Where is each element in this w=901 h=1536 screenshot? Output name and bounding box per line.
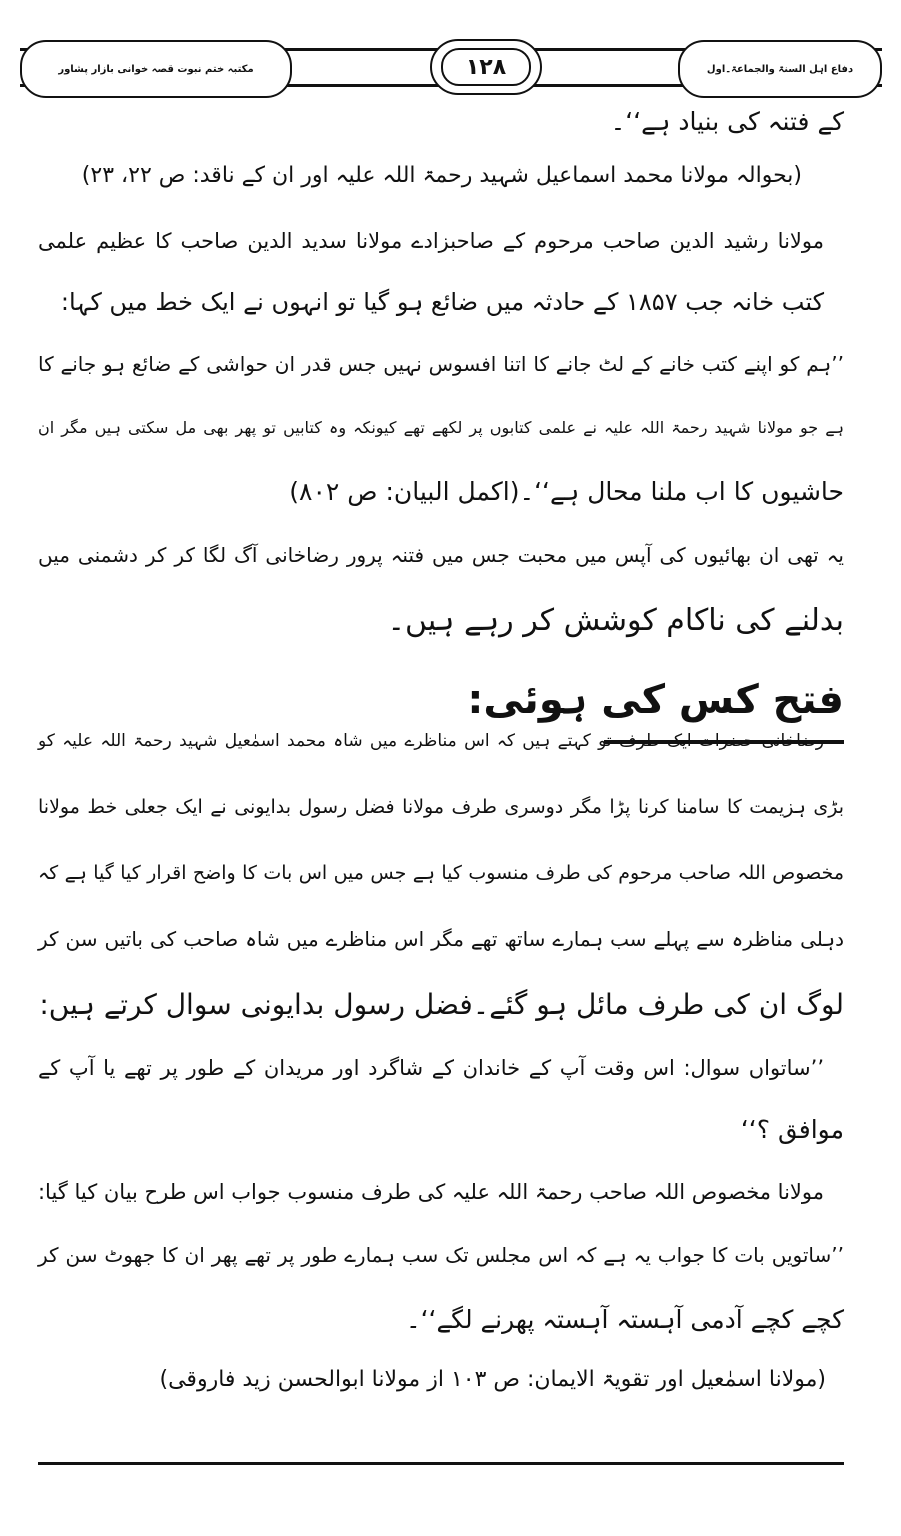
text-line: مولانا رشید الدین صاحب مرحوم کے صاحبزادے مولانا سدید الدین صاحب کا عظیم علمی bbox=[38, 229, 824, 253]
text-line: بڑی ہزیمت کا سامنا کرنا پڑا مگر دوسری طرف مولانا فضل رسول بدایونی نے ایک جعلی خط مولانا bbox=[38, 796, 844, 818]
section-heading: فتح کس کی ہوئی: bbox=[467, 677, 844, 723]
publisher-name: مکتبہ ختم نبوت قصہ خوانی بازار پشاور bbox=[20, 40, 292, 98]
page-header bbox=[20, 38, 882, 100]
text-line: دہلی مناظرہ سے پہلے سب ہمارے ساتھ تھے مگر اس مناظرے میں شاہ صاحب کی باتیں سن کر bbox=[38, 927, 844, 951]
text-line: یہ تھی ان بھائیوں کی آپس میں محبت جس میں فتنہ پرور رضاخانی آگ لگا کر کر دشمنی میں bbox=[38, 543, 844, 567]
quote-line: موافق ؟‘‘ bbox=[740, 1115, 844, 1144]
quote-line: ’’ہم کو اپنے کتب خانے کے لٹ جانے کا اتنا افسوس نہیں جس قدر ان حواشی کے ضائع ہو جانے کا bbox=[38, 352, 844, 376]
text-line: کے فتنہ کی بنیاد ہے‘‘۔ bbox=[610, 107, 844, 136]
quote-line: ’’ساتواں سوال: اس وقت آپ کے خاندان کے شاگرد اور مریدان کے طور پر تھے یا آپ کے bbox=[38, 1056, 824, 1080]
citation-line: (بحوالہ مولانا محمد اسماعیل شہید رحمۃ اللہ علیہ اور ان کے ناقد: ص ۲۲، ۲۳) bbox=[81, 163, 802, 188]
text-line: مولانا مخصوص اللہ صاحب رحمۃ اللہ علیہ کی طرف منسوب جواب اس طرح بیان کیا گیا: bbox=[37, 1180, 824, 1204]
page-number: ۱۲۸ bbox=[441, 48, 531, 86]
quote-line: کچے کچے آدمی آہستہ آہستہ پھرنے لگے‘‘۔ bbox=[405, 1305, 844, 1334]
text-line: بدلنے کی ناکام کوشش کر رہے ہیں۔ bbox=[387, 603, 844, 638]
quote-line: حاشیوں کا اب ملنا محال ہے‘‘۔(اکمل البیان: ص ۸۰۲) bbox=[289, 477, 844, 506]
text-line: رضاخانی حضرات ایک طرف تو کہتے ہیں کہ اس مناظرے میں شاہ محمد اسمٰعیل شہید رحمۃ اللہ علیہ کو bbox=[38, 731, 824, 751]
citation-line: (مولانا اسمٰعیل اور تقویۃ الایمان: ص ۱۰۳ از مولانا ابوالحسن زید فاروقی) bbox=[159, 1367, 826, 1392]
text-line: کتب خانہ جب ۱۸۵۷ کے حادثہ میں ضائع ہو گیا تو انہوں نے ایک خط میں کہا: bbox=[60, 288, 824, 316]
book-title: دفاع اہل السنۃ والجماعۃ۔اول bbox=[678, 40, 882, 98]
text-line: لوگ ان کی طرف مائل ہو گئے۔فضل رسول بدایونی سوال کرتے ہیں: bbox=[39, 988, 844, 1021]
text-line: مخصوص اللہ صاحب مرحوم کی طرف منسوب کیا ہے جس میں اس بات کا واضح اقرار کیا گیا ہے کہ bbox=[38, 862, 844, 884]
page-number-badge bbox=[430, 38, 542, 96]
quote-line: ہے جو مولانا شہید رحمۃ اللہ علیہ نے علمی کتابوں پر لکھے تھے کیونکہ وہ کتابیں تو پھر بھی مل سکتی ہیں مگر ان bbox=[38, 418, 844, 437]
quote-line: ’’ساتویں بات کا جواب یہ ہے کہ اس مجلس تک سب ہمارے طور پر تھے پھر ان کا جھوٹ سن کر bbox=[38, 1243, 844, 1267]
footer-rule bbox=[38, 1462, 844, 1465]
